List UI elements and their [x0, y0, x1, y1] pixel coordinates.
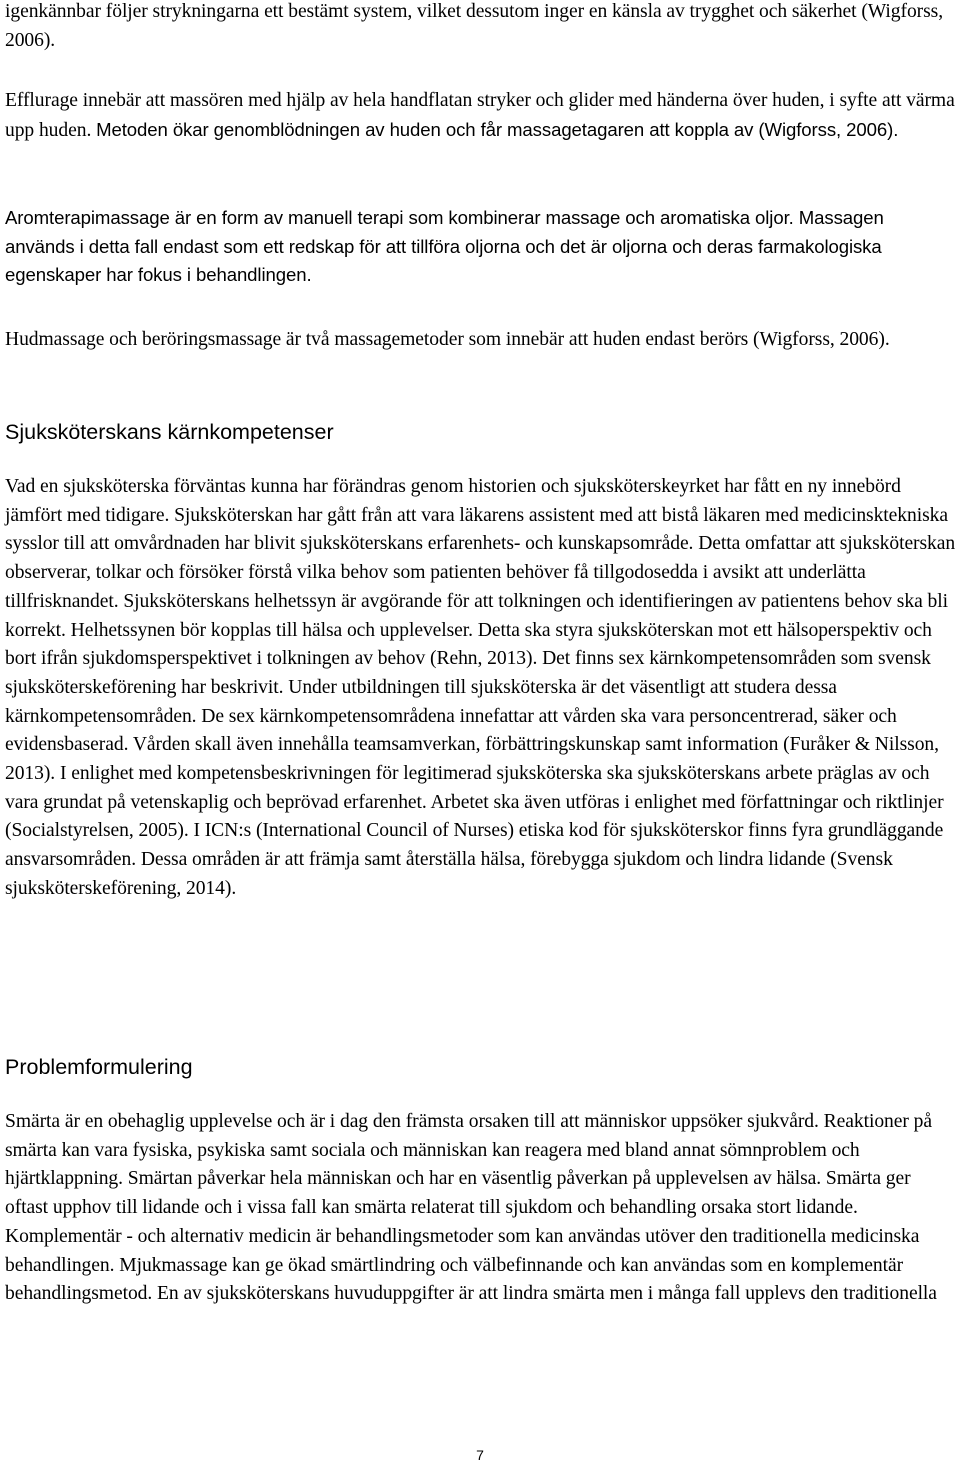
paragraph-core-competencies: [5, 473, 957, 904]
paragraph-text: Efflurage innebär att massören med hjälp av hela handflatan stryker och glider med händerna över huden, i syfte att värma upp huden.: [5, 90, 955, 141]
paragraph-text: Hudmassage och beröringsmassage är två massagemetoder som innebär att huden endast berörs (Wigforss, 2006).: [5, 329, 890, 350]
paragraph-text-sans: Aromterapimassage är en form av manuell terapi som kombinerar massage och aromatiska oljor. Massagen används i detta fall endast som ett redskap för att tillföra oljorna och det är oljorna och deras farmakologiska egenskaper har fokus i behandlingen.: [5, 207, 884, 286]
paragraph-text: Vad en sjuksköterska förväntas kunna har förändras genom historien och sjuksköterskeyrket har fått en ny innebörd jämfört med tidigare. Sjuksköterskan har gått från att vara läkarens assistent med att bistå läkaren med medicinsktekniska sysslor till att omvårdnaden har blivit sjuksköterskans erfarenhets- och kunskapsområde. Detta omfattar att sjuksköterskan observerar, tolkar och försöker förstå vilka behov som patienten behöver få tillgodosedda i avsikt att underlätta tillfrisknandet. Sjuksköterskans helhetssyn är avgörande för att tolkningen och identifieringen av patientens behov ska bli korrekt. Helhetssynen bör kopplas till hälsa och upplevelser. Detta ska styra sjuksköterskan mot ett hälsoperspektiv och bort ifrån sjukdomsperspektivet i tolkningen av behov (Rehn, 2013). Det finns sex kärnkompetensområden som svensk sjuksköterskeförening har beskrivit. Under utbildningen till sjuksköterska är det väsentligt att studera dessa kärnkompetensområden. De sex kärnkompetensområdena innefattar att vården ska vara personcentrerad, säker och evidensbaserad. Vården skall även innehålla teamsamverkan, förbättringskunskap samt information (Furåker & Nilsson, 2013). I enlighet med kompetensbeskrivningen för legitimerad sjuksköterska ska sjuksköterskans arbete präglas av och vara grundat på vetenskaplig och beprövad erfarenhet. Arbetet ska även utföras i enlighet med författningar och riktlinjer (Socialstyrelsen, 2005). I ICN:s (International Council of Nurses) etiska kod för sjuksköterskor finns fyra grundläggande ansvarsområden. Dessa områden är att främja samt återställa hälsa, förebygga sjukdom och lindra lidande (Svensk sjuksköterskeförening, 2014).: [5, 476, 956, 899]
paragraph-efflurage: [5, 87, 957, 145]
section-heading-problem-statement: Problemformulering: [5, 1055, 193, 1079]
paragraph-text: Smärta är en obehaglig upplevelse och är i dag den främsta orsaken till att människor uppsöker sjukvård. Reaktioner på smärta kan vara fysiska, psykiska samt sociala och människan kan reagera med bland annat sömnproblem och hjärtklappning. Smärtan påverkar hela människan och har en väsentlig påverkan på upplevelsen av hälsa. Smärta ger oftast upphov till lidande och i vissa fall kan smärta relaterat till sjukdom och behandling orsaka stort lidande. Komplementär - och alternativ medicin är behandlingsmetoder som kan användas utöver den traditionella medicinska behandlingen. Mjukmassage kan ge ökad smärtlindring och välbefinnande och kan användas som en komplementär behandlingsmetod. En av sjuksköterskans huvuduppgifter är att lindra smärta men i många fall upplevs den traditionella: [5, 1111, 937, 1305]
paragraph-massage-system: [5, 0, 957, 55]
paragraph-text-sans: Metoden ökar genomblödningen av huden och får massagetagaren att koppla av (Wigforss, 2006).: [96, 118, 899, 140]
section-heading-core-competencies: Sjuksköterskans kärnkompetenser: [5, 420, 334, 444]
paragraph-skin-massage: [5, 326, 890, 355]
page-number: 7: [476, 1447, 484, 1463]
paragraph-aromtherapy: [5, 204, 957, 290]
paragraph-problem-statement: [5, 1108, 957, 1309]
paragraph-text: igenkännbar följer strykningarna ett bestämt system, vilket dessutom inger en känsla av trygghet och säkerhet (Wigforss, 2006).: [5, 1, 944, 51]
